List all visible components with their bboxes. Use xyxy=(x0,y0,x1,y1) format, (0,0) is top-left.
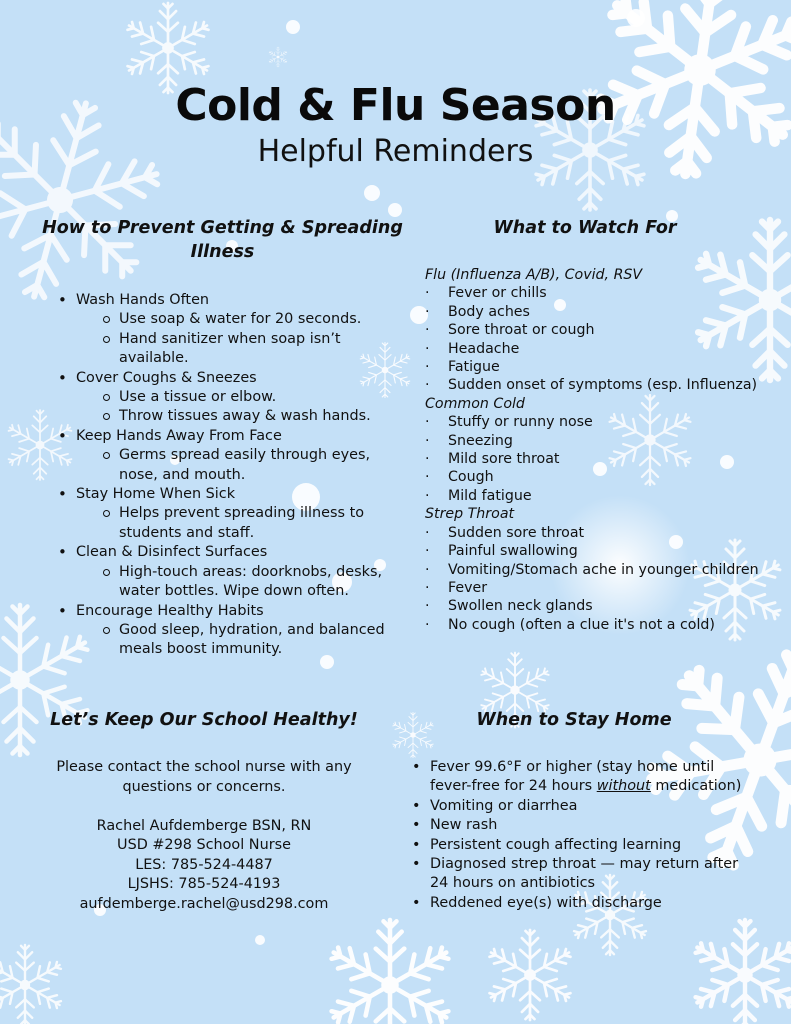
stay-home-list xyxy=(412,758,752,913)
sub-item: Hand sanitizer when soap isn’t available. xyxy=(76,330,403,369)
ljshs-phone[interactable]: LJSHS: 785-524-4193 xyxy=(127,876,281,892)
prevent-heading xyxy=(40,216,405,264)
symptom-item: · Fever xyxy=(425,579,785,597)
healthy-heading: Let’s Keep Our School Healthy! xyxy=(50,710,358,730)
symptom-item: · Fever or chills xyxy=(425,284,785,302)
prevent-list xyxy=(58,291,403,660)
list-item xyxy=(58,291,403,369)
contact-block xyxy=(50,758,358,914)
sub-item: High-touch areas: doorknobs, desks, water bottles. Wipe down often. xyxy=(76,563,403,602)
list-item: • Vomiting or diarrhea xyxy=(412,797,752,816)
list-item xyxy=(58,543,403,601)
symptom-item: · Mild sore throat xyxy=(425,450,785,468)
snowflake-bottom-left xyxy=(0,945,64,1024)
contact-line: Please contact the school nurse with any xyxy=(56,759,352,775)
symptom-item: · Painful swallowing xyxy=(425,542,785,560)
list-item xyxy=(58,427,403,485)
list-item: • Persistent cough affecting learning xyxy=(412,836,752,855)
symptom-item: · Stuffy or runny nose xyxy=(425,413,785,431)
list-item: • Diagnosed strep throat — may return after 24 hours on antibiotics xyxy=(412,855,752,894)
snowflake-bottom-mid xyxy=(486,930,574,1020)
category-cold: Common Cold xyxy=(425,395,525,412)
symptom-item: · No cough (often a clue it's not a cold) xyxy=(425,616,785,634)
nurse-name: Rachel Aufdemberge BSN, RN xyxy=(96,817,312,834)
watch-list xyxy=(425,266,785,634)
sub-item: Throw tissues away & wash hands. xyxy=(76,407,403,426)
spacer xyxy=(50,797,358,817)
category-flu: Flu (Influenza A/B), Covid, RSV xyxy=(425,267,643,283)
page-subtitle: Helpful Reminders xyxy=(257,134,534,169)
symptom-item: · Swollen neck glands xyxy=(425,597,785,615)
sub-item: Germs spread easily through eyes, nose, and mouth. xyxy=(76,446,403,485)
list-item-label: Keep Hands Away From Face xyxy=(76,427,282,444)
contact-line: questions or concerns. xyxy=(122,778,286,795)
list-item: • Reddened eye(s) with discharge xyxy=(412,894,752,913)
prevent-heading-line2: Illness xyxy=(190,242,255,262)
symptom-item: · Sudden sore throat xyxy=(425,524,785,542)
list-item xyxy=(58,602,403,660)
fever-emphasis: without xyxy=(596,778,651,795)
symptom-item: · Vomiting/Stomach ache in younger children xyxy=(425,561,785,579)
les-phone[interactable]: LES: 785-524-4487 xyxy=(135,856,273,873)
watch-heading: What to Watch For xyxy=(493,218,677,238)
category-strep: Strep Throat xyxy=(425,506,515,523)
fever-text: Fever 99.6°F or higher (stay home until fever-free for 24 hours xyxy=(430,759,715,795)
symptom-item: · Cough xyxy=(425,468,785,486)
list-item xyxy=(58,369,403,427)
list-item xyxy=(412,758,752,797)
snowflake-tiny-top xyxy=(268,47,288,67)
page-title: Cold & Flu Season xyxy=(175,80,616,131)
list-item-label: Wash Hands Often xyxy=(76,292,210,308)
sub-item: Good sleep, hydration, and balanced meals boost immunity. xyxy=(76,621,403,660)
symptom-item: · Sneezing xyxy=(425,432,785,450)
list-item: • New rash xyxy=(412,816,752,835)
prevent-heading-line1: How to Prevent Getting & Spreading xyxy=(42,218,403,238)
list-item-label: Encourage Healthy Habits xyxy=(76,602,264,619)
nurse-email[interactable]: aufdemberge.rachel@usd298.com xyxy=(79,895,329,912)
symptom-item: · Sore throat or cough xyxy=(425,321,785,339)
list-item-label: Clean & Disinfect Surfaces xyxy=(76,544,268,561)
snowflake-bottom-center xyxy=(327,920,454,1024)
list-item-label: Cover Coughs & Sneezes xyxy=(76,369,257,386)
fever-text-end: medication) xyxy=(650,778,742,795)
sub-item: Use soap & water for 20 seconds. xyxy=(76,310,403,329)
list-item-label: Stay Home When Sick xyxy=(76,486,236,503)
snowflake-bottom-right xyxy=(691,920,791,1024)
symptom-item: · Headache xyxy=(425,340,785,358)
symptom-item: · Mild fatigue xyxy=(425,487,785,505)
list-item xyxy=(58,485,403,543)
sub-item: Use a tissue or elbow. xyxy=(76,388,403,407)
symptom-item: · Fatigue xyxy=(425,358,785,376)
sub-item: Helps prevent spreading illness to students and staff. xyxy=(76,504,403,543)
nurse-role: USD #298 School Nurse xyxy=(117,837,291,853)
stay-home-heading: When to Stay Home xyxy=(476,710,672,730)
symptom-item: · Body aches xyxy=(425,303,785,321)
symptom-item: · Sudden onset of symptoms (esp. Influenza) xyxy=(425,376,785,394)
